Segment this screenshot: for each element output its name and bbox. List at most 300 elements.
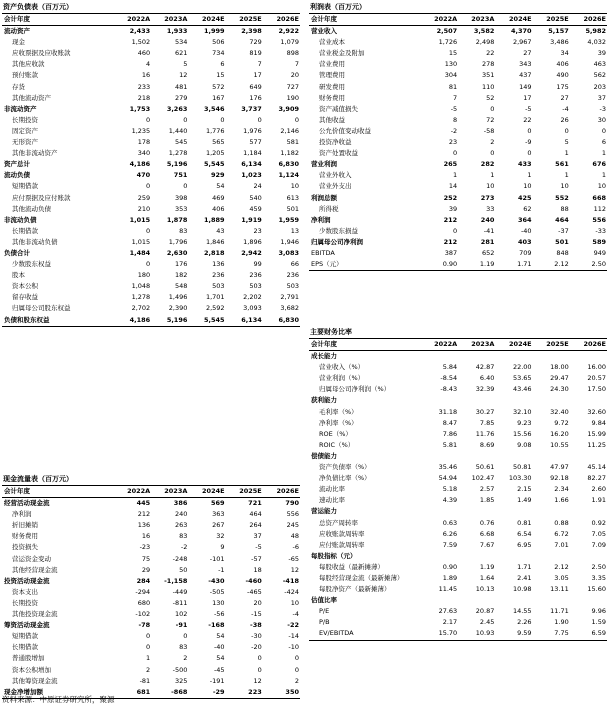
value-cell: 75 xyxy=(141,554,151,563)
value-cell: 2,702 xyxy=(131,304,151,313)
value-cell: 734 xyxy=(212,49,225,58)
value-cell: 5 xyxy=(183,60,188,69)
value-cell: 1 xyxy=(601,149,606,158)
row-label: 速动比率 xyxy=(319,496,345,505)
value-cell: 48 xyxy=(290,532,299,541)
balance-sheet-panel xyxy=(2,2,300,327)
table-row xyxy=(309,395,607,406)
value-cell: 1,023 xyxy=(241,171,262,180)
value-cell: 1,496 xyxy=(168,293,188,302)
value-cell: 2.17 xyxy=(442,618,458,627)
value-cell: 29 xyxy=(141,565,151,574)
value-cell: 0 xyxy=(220,115,225,124)
value-cell xyxy=(421,395,458,406)
value-cell: 83 xyxy=(179,226,188,235)
row-label: 总资产周转率 xyxy=(319,518,358,527)
value-cell: 709 xyxy=(519,248,532,257)
value-cell: 72 xyxy=(486,115,495,124)
value-cell: 240 xyxy=(174,510,188,519)
value-cell: -30 xyxy=(251,632,262,641)
value-cell: -101 xyxy=(209,554,225,563)
value-cell: 17 xyxy=(253,71,262,80)
table-row xyxy=(2,620,300,631)
value-cell: 35.46 xyxy=(438,463,458,472)
row-label: 偿债能力 xyxy=(311,451,337,460)
value-cell: 1,959 xyxy=(278,215,299,224)
value-cell: 9.72 xyxy=(554,418,569,427)
table-header-row xyxy=(2,486,300,498)
income-statement-title: 利润表（百万元） xyxy=(310,3,366,11)
value-cell: 1.49 xyxy=(517,496,532,505)
value-cell: 4,186 xyxy=(114,315,151,327)
value-cell: -168 xyxy=(208,621,225,630)
table-row xyxy=(309,595,607,606)
value-cell: -102 xyxy=(135,610,151,619)
value-cell: 136 xyxy=(137,521,151,530)
table-row xyxy=(2,520,300,531)
table-row xyxy=(2,126,300,137)
value-cell: 0 xyxy=(257,654,262,663)
value-cell: 387 xyxy=(444,248,458,257)
table-row xyxy=(309,93,607,104)
row-label: 长期投资 xyxy=(12,598,38,607)
column-header: 2026E xyxy=(570,14,607,26)
value-cell: -465 xyxy=(246,587,262,596)
column-header: 2023A xyxy=(151,486,188,498)
balance-sheet-title: 资产负债表（百万元） xyxy=(3,3,73,11)
table-row xyxy=(309,373,607,384)
value-cell: 652 xyxy=(481,248,495,257)
column-header: 2024E xyxy=(495,14,532,26)
value-cell xyxy=(570,595,607,606)
value-cell: 31.18 xyxy=(438,407,458,416)
column-header: 2024E xyxy=(188,14,225,26)
row-label: 每股经营现金流（最新摊薄） xyxy=(319,573,404,582)
table-row xyxy=(309,237,607,248)
value-cell: 32 xyxy=(216,532,225,541)
row-label: 资产总计 xyxy=(4,160,30,169)
value-cell: 501 xyxy=(286,204,299,213)
value-cell: 110 xyxy=(481,82,495,91)
value-cell: 9.59 xyxy=(495,628,532,640)
value-cell: 263 xyxy=(174,521,188,530)
value-cell: -29 xyxy=(188,687,225,699)
table-row xyxy=(2,554,300,565)
value-cell xyxy=(458,395,495,406)
value-cell: 569 xyxy=(210,499,225,508)
table-row xyxy=(2,542,300,553)
value-cell: 4,186 xyxy=(129,160,151,169)
table-row xyxy=(2,148,300,159)
value-cell: 545 xyxy=(174,138,188,147)
value-cell: 1,776 xyxy=(205,126,225,135)
value-cell: 32.60 xyxy=(587,407,606,416)
value-cell: 10.98 xyxy=(512,585,532,594)
table-row xyxy=(2,93,300,104)
table-row xyxy=(309,473,607,484)
value-cell: 2.12 xyxy=(554,562,569,571)
value-cell: 581 xyxy=(286,138,299,147)
row-label: 流动负债 xyxy=(4,171,30,180)
value-cell: 103.30 xyxy=(508,474,532,483)
value-cell: 0 xyxy=(183,115,188,124)
value-cell: 470 xyxy=(136,171,151,180)
value-cell: 3.05 xyxy=(554,573,569,582)
value-cell: 83 xyxy=(179,643,188,652)
value-cell: 102.47 xyxy=(471,474,495,483)
value-cell: 3,582 xyxy=(473,27,495,36)
value-cell: 210 xyxy=(137,204,151,213)
value-cell: -424 xyxy=(284,587,299,596)
value-cell: 540 xyxy=(249,193,262,202)
value-cell: 265 xyxy=(443,160,458,169)
value-cell: 10 xyxy=(290,598,299,607)
value-cell: 24 xyxy=(253,182,262,191)
value-cell: 3,909 xyxy=(278,104,299,113)
value-cell: 2,390 xyxy=(168,304,188,313)
column-header: 2024E xyxy=(495,339,532,351)
value-cell xyxy=(533,351,570,363)
value-cell: 0 xyxy=(453,149,458,158)
value-cell: 534 xyxy=(174,38,188,47)
value-cell: 398 xyxy=(174,193,188,202)
value-cell: 1,976 xyxy=(243,126,262,135)
table-header-row xyxy=(2,14,300,26)
column-header: 2025E xyxy=(533,14,570,26)
value-cell: 0 xyxy=(527,126,532,135)
value-cell: -191 xyxy=(209,676,225,685)
value-cell: 1 xyxy=(527,171,532,180)
value-cell: 1,235 xyxy=(131,126,151,135)
value-cell xyxy=(533,551,570,562)
value-cell: 20 xyxy=(253,598,262,607)
value-cell: 1 xyxy=(146,654,151,663)
value-cell: 7 xyxy=(294,60,299,69)
value-cell: 1 xyxy=(601,171,606,180)
value-cell: -868 xyxy=(151,687,188,699)
value-cell: 50.61 xyxy=(475,463,495,472)
value-cell: 1,701 xyxy=(205,293,225,302)
row-label: 营业利润 xyxy=(311,160,337,169)
value-cell: 6.95 xyxy=(517,540,532,549)
value-cell: 267 xyxy=(212,521,225,530)
value-cell: 506 xyxy=(212,38,225,47)
value-cell: 6,134 xyxy=(226,315,263,327)
value-cell: 2.34 xyxy=(554,485,569,494)
table-row xyxy=(309,226,607,237)
column-header: 2025E xyxy=(226,486,263,498)
value-cell: 7.67 xyxy=(479,540,495,549)
value-cell xyxy=(458,506,495,517)
value-cell: 236 xyxy=(286,271,299,280)
value-cell: 1,896 xyxy=(243,237,262,246)
value-cell: 16.00 xyxy=(587,363,606,372)
table-row xyxy=(309,362,607,373)
table-row xyxy=(309,562,607,573)
table-row xyxy=(309,573,607,584)
value-cell: 0 xyxy=(294,665,299,674)
value-cell: 1,753 xyxy=(129,104,151,113)
value-cell: 203 xyxy=(593,82,606,91)
value-cell: 503 xyxy=(212,282,225,291)
value-cell: 9 xyxy=(220,543,225,552)
value-cell: 949 xyxy=(593,248,606,257)
value-cell: 43 xyxy=(216,226,225,235)
value-cell: 10 xyxy=(523,182,532,191)
value-cell: 0.81 xyxy=(517,518,532,527)
row-label: 留存收益 xyxy=(12,293,38,302)
table-row xyxy=(2,498,300,510)
value-cell xyxy=(421,506,458,517)
value-cell: 1,796 xyxy=(168,237,188,246)
value-cell: 1.64 xyxy=(479,573,495,582)
row-label: EV/EBITDA xyxy=(309,628,421,640)
table-row xyxy=(2,642,300,653)
value-cell: 565 xyxy=(212,138,225,147)
value-cell: 212 xyxy=(443,237,458,246)
value-cell xyxy=(533,595,570,606)
value-cell: 0 xyxy=(146,182,151,191)
table-row xyxy=(309,606,607,617)
row-label: 其他流动资产 xyxy=(12,93,51,102)
value-cell: 24.30 xyxy=(550,385,569,394)
value-cell: 54 xyxy=(216,182,225,191)
row-label: 营业外支出 xyxy=(319,182,352,191)
value-cell: 10.13 xyxy=(475,585,495,594)
value-cell: 5.18 xyxy=(442,485,458,494)
cashflow-panel xyxy=(2,474,300,699)
value-cell: 0 xyxy=(601,126,606,135)
row-label: ROIC（%） xyxy=(319,440,355,449)
value-cell: 2 xyxy=(183,654,188,663)
row-label: 净利润 xyxy=(311,215,331,224)
value-cell: 848 xyxy=(556,248,569,257)
value-cell: 1.85 xyxy=(479,496,495,505)
header-label: 会计年度 xyxy=(309,339,421,351)
column-header: 2026E xyxy=(570,339,607,351)
value-cell: 6.68 xyxy=(479,529,495,538)
value-cell: 22 xyxy=(486,49,495,58)
value-cell: 10.55 xyxy=(550,440,569,449)
row-label: 净利率（%） xyxy=(319,418,358,427)
value-cell: 22.00 xyxy=(512,363,532,372)
value-cell: 2,922 xyxy=(278,27,299,36)
table-row xyxy=(2,531,300,542)
row-label: 应付票据及应付账款 xyxy=(12,193,71,202)
value-cell: 1.91 xyxy=(591,496,606,505)
value-cell: 236 xyxy=(249,271,262,280)
value-cell: 8 xyxy=(453,115,458,124)
value-cell: 282 xyxy=(480,160,495,169)
row-label: 归属母公司净利润（%） xyxy=(319,385,391,394)
value-cell: 284 xyxy=(136,576,151,585)
balance-sheet-table xyxy=(2,13,300,327)
table-row xyxy=(309,204,607,215)
value-cell: 1,889 xyxy=(204,215,225,224)
table-row xyxy=(309,451,607,462)
table-row xyxy=(309,82,607,93)
row-label: 其他经营现金流 xyxy=(12,565,58,574)
table-row xyxy=(2,82,300,93)
table-row xyxy=(309,506,607,517)
value-cell: 212 xyxy=(443,215,458,224)
table-row xyxy=(2,170,300,181)
table-row xyxy=(2,226,300,237)
value-cell: 2,498 xyxy=(475,38,495,47)
value-cell: 469 xyxy=(212,193,225,202)
value-cell: 167 xyxy=(212,93,225,102)
value-cell: 751 xyxy=(173,171,188,180)
row-label: 非流动资产 xyxy=(4,104,37,113)
column-header: 2026E xyxy=(263,14,300,26)
value-cell: 7 xyxy=(453,93,458,102)
value-cell: 2,398 xyxy=(241,27,262,36)
value-cell: 10.93 xyxy=(458,628,495,640)
value-cell xyxy=(570,551,607,562)
row-label: 其他筹资现金流 xyxy=(12,676,58,685)
value-cell: 501 xyxy=(555,237,569,246)
column-header: 2025E xyxy=(226,14,263,26)
value-cell: 223 xyxy=(226,687,263,699)
value-cell: 819 xyxy=(249,49,262,58)
table-row xyxy=(2,248,300,259)
row-label: 存货 xyxy=(12,82,25,91)
value-cell: 1,846 xyxy=(205,237,225,246)
value-cell: -294 xyxy=(135,587,151,596)
value-cell: 27.63 xyxy=(438,607,458,616)
row-label: 所得税 xyxy=(319,204,339,213)
value-cell xyxy=(495,551,532,562)
row-label: 毛利率（%） xyxy=(319,407,358,416)
value-cell: 0.92 xyxy=(591,518,606,527)
header-label: 会计年度 xyxy=(2,14,114,26)
row-label: 营业费用 xyxy=(319,60,345,69)
value-cell xyxy=(458,551,495,562)
value-cell: 727 xyxy=(286,82,299,91)
value-cell: 0.63 xyxy=(442,518,458,527)
value-cell: 7.05 xyxy=(591,529,606,538)
row-label: 应收账款周转率 xyxy=(319,529,365,538)
value-cell: 445 xyxy=(136,499,151,508)
table-row xyxy=(309,104,607,115)
value-cell: 15.56 xyxy=(512,429,532,438)
value-cell: 15.99 xyxy=(587,429,606,438)
value-cell: 32.40 xyxy=(550,407,569,416)
value-cell: 11.25 xyxy=(587,440,606,449)
ratios-table xyxy=(309,338,607,641)
value-cell: 0 xyxy=(257,115,262,124)
value-cell: 1,048 xyxy=(131,282,151,291)
value-cell: 20.87 xyxy=(475,607,495,616)
value-cell: 53.65 xyxy=(512,374,532,383)
row-label: 归属母公司净利润 xyxy=(311,237,363,246)
value-cell: 561 xyxy=(555,160,569,169)
value-cell: -65 xyxy=(288,554,299,563)
value-cell: 340 xyxy=(137,149,151,158)
value-cell: 3,263 xyxy=(166,104,188,113)
table-row xyxy=(309,148,607,159)
table-row xyxy=(2,193,300,204)
value-cell: 88 xyxy=(560,204,569,213)
value-cell: 6.26 xyxy=(442,529,458,538)
value-cell: 1.89 xyxy=(442,573,458,582)
value-cell: 6 xyxy=(220,60,225,69)
value-cell: 2 xyxy=(146,665,151,674)
value-cell: 4,032 xyxy=(587,38,606,47)
value-cell: 4.39 xyxy=(442,496,458,505)
value-cell: -6 xyxy=(292,543,299,552)
value-cell: 112 xyxy=(593,204,606,213)
row-label: 长期借款 xyxy=(12,226,38,235)
value-cell: 5,157 xyxy=(548,27,569,36)
value-cell: 1,502 xyxy=(131,38,151,47)
value-cell: 6,830 xyxy=(278,160,299,169)
value-cell: 2.45 xyxy=(479,618,495,627)
row-label: 营业利润（%） xyxy=(319,374,365,383)
value-cell: 8.69 xyxy=(479,440,495,449)
value-cell: 7.09 xyxy=(591,540,606,549)
value-cell: -449 xyxy=(172,587,188,596)
table-row xyxy=(2,137,300,148)
row-label: 长期借款 xyxy=(12,643,38,652)
value-cell: -20 xyxy=(251,643,262,652)
cashflow-table xyxy=(2,485,300,699)
row-label: 其他非流动负债 xyxy=(12,237,58,246)
value-cell: 790 xyxy=(285,499,299,508)
value-cell: 279 xyxy=(174,93,188,102)
value-cell: 2.15 xyxy=(517,485,532,494)
value-cell: 0 xyxy=(146,643,151,652)
value-cell: -8.54 xyxy=(440,374,458,383)
value-cell: 20 xyxy=(290,71,299,80)
row-label: 获利能力 xyxy=(311,396,337,405)
value-cell: 0 xyxy=(146,226,151,235)
value-cell: 1,919 xyxy=(241,215,262,224)
value-cell: 16 xyxy=(141,532,151,541)
value-cell: 463 xyxy=(593,60,606,69)
value-cell: 15.70 xyxy=(421,628,458,640)
value-cell: 0 xyxy=(146,115,151,124)
value-cell: 1 xyxy=(490,171,495,180)
table-row xyxy=(309,484,607,495)
table-row xyxy=(309,617,607,628)
table-row xyxy=(2,587,300,598)
value-cell xyxy=(570,451,607,462)
value-cell: 81 xyxy=(448,82,458,91)
value-cell: 23 xyxy=(448,138,458,147)
column-header: 2022A xyxy=(114,486,151,498)
value-cell: -15 xyxy=(251,610,262,619)
header-label: 会计年度 xyxy=(309,14,421,26)
value-cell: -4 xyxy=(292,610,299,619)
table-row xyxy=(2,159,300,170)
value-cell: 437 xyxy=(519,71,532,80)
value-cell: 2,592 xyxy=(205,304,225,313)
value-cell: 50 xyxy=(179,565,188,574)
table-row xyxy=(309,215,607,226)
value-cell xyxy=(570,395,607,406)
value-cell: 548 xyxy=(174,282,188,291)
table-row xyxy=(2,315,300,327)
table-row xyxy=(2,303,300,314)
value-cell: 1.71 xyxy=(517,562,532,571)
table-row xyxy=(2,631,300,642)
value-cell: 0 xyxy=(490,104,495,113)
value-cell: 929 xyxy=(210,171,225,180)
value-cell: 6 xyxy=(601,138,606,147)
column-header: 2026E xyxy=(263,486,300,498)
column-header: 2023A xyxy=(458,14,495,26)
